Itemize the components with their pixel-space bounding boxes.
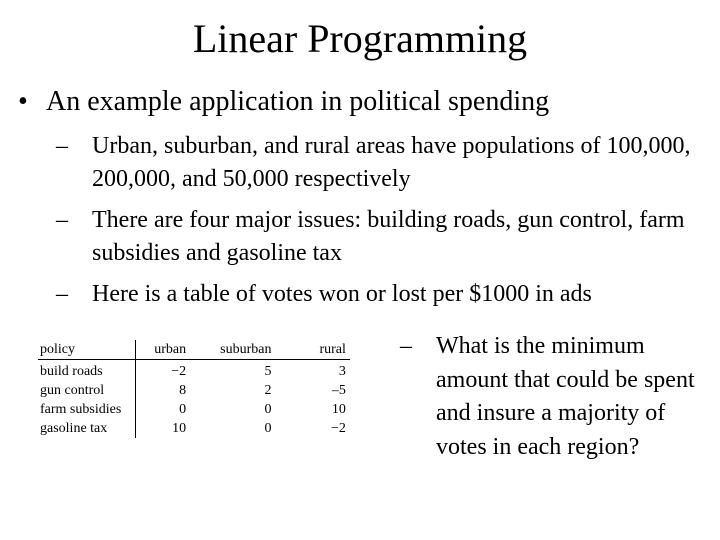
votes-table: [38, 340, 350, 438]
main-bullet-text: An example application in political spending: [46, 86, 550, 117]
rural-cell: 10: [331, 402, 346, 417]
subbullet-text: Urban, suburban, and rural areas have populations of 100,000, 200,000, and 50,000 respectively: [92, 133, 691, 192]
table-row: [38, 419, 350, 438]
table-header-row: [38, 340, 350, 360]
urban-cell: 8: [179, 383, 187, 398]
subbullet-table-intro: [56, 278, 706, 311]
policy-cell: gasoline tax: [38, 419, 136, 438]
urban-cell: −2: [171, 364, 187, 379]
dash-marker: –: [56, 207, 68, 233]
main-bullet: [18, 84, 549, 120]
subbullet-text: What is the minimum amount that could be spent and insure a majority of votes in each region?: [436, 333, 695, 460]
suburban-cell: 5: [264, 364, 272, 379]
header-policy: policy: [38, 340, 136, 360]
subbullet-populations: [56, 130, 706, 196]
subbullet-question: [400, 330, 700, 464]
dash-marker: –: [56, 133, 68, 159]
subbullet-text: There are four major issues: building roads, gun control, farm subsidies and gasoline tax: [92, 207, 685, 266]
subbullet-issues: [56, 204, 706, 270]
table-row: [38, 360, 350, 382]
urban-cell: 10: [172, 421, 187, 436]
rural-cell: −2: [331, 421, 346, 436]
subbullet-text: Here is a table of votes won or lost per $1000 in ads: [92, 281, 592, 307]
header-rural: rural: [297, 340, 349, 360]
header-urban: urban: [136, 340, 198, 360]
urban-cell: 0: [179, 402, 187, 417]
suburban-cell: 0: [264, 402, 272, 417]
header-suburban: suburban: [198, 340, 297, 360]
table-row: [38, 381, 350, 400]
policy-cell: farm subsidies: [38, 400, 136, 419]
table-row: [38, 400, 350, 419]
rural-cell: 3: [338, 364, 346, 379]
policy-cell: build roads: [38, 360, 136, 382]
suburban-cell: 2: [264, 383, 272, 398]
rural-cell: –5: [331, 383, 346, 398]
suburban-cell: 0: [264, 421, 272, 436]
policy-cell: gun control: [38, 381, 136, 400]
slide-title: Linear Programming: [192, 16, 528, 61]
dash-marker: –: [56, 281, 68, 307]
bullet-marker: •: [18, 86, 28, 117]
dash-marker: –: [400, 333, 412, 359]
